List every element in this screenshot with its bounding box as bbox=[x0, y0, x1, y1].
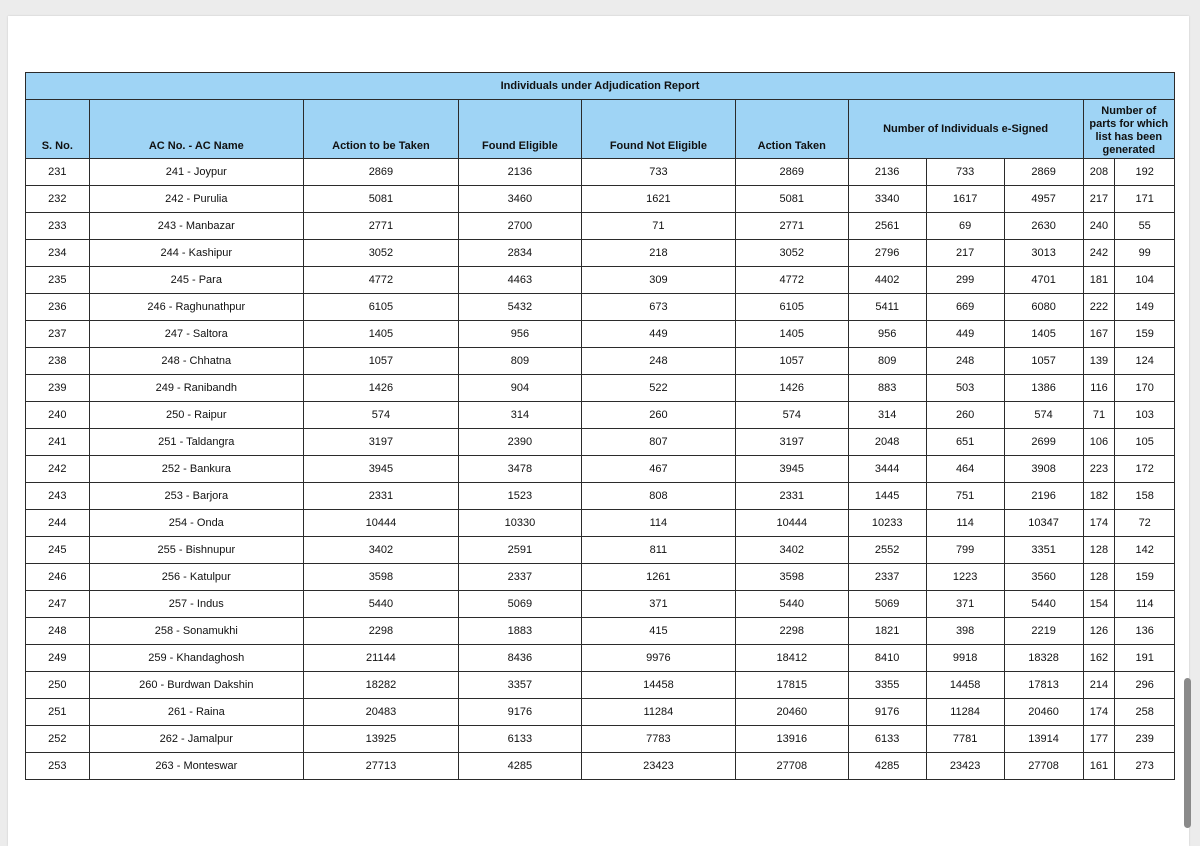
cell-action-taken: 27708 bbox=[735, 753, 848, 780]
table-row bbox=[26, 726, 1175, 753]
cell-found-eligible: 2136 bbox=[458, 159, 581, 186]
cell-parts-2: 273 bbox=[1115, 753, 1175, 780]
cell-sno: 232 bbox=[26, 186, 90, 213]
cell-ac: 261 - Raina bbox=[89, 699, 303, 726]
cell-parts-1: 126 bbox=[1083, 618, 1115, 645]
cell-action-taken: 3945 bbox=[735, 456, 848, 483]
table-row bbox=[26, 537, 1175, 564]
table-row bbox=[26, 456, 1175, 483]
cell-esigned-3: 1057 bbox=[1004, 348, 1083, 375]
cell-action-to-be-taken: 2771 bbox=[303, 213, 458, 240]
cell-esigned-3: 10347 bbox=[1004, 510, 1083, 537]
cell-parts-1: 174 bbox=[1083, 699, 1115, 726]
cell-parts-2: 192 bbox=[1115, 159, 1175, 186]
cell-ac: 262 - Jamalpur bbox=[89, 726, 303, 753]
cell-action-taken: 3402 bbox=[735, 537, 848, 564]
cell-ac: 257 - Indus bbox=[89, 591, 303, 618]
cell-found-not-eligible: 808 bbox=[581, 483, 735, 510]
cell-found-not-eligible: 114 bbox=[581, 510, 735, 537]
cell-parts-2: 103 bbox=[1115, 402, 1175, 429]
cell-esigned-2: 217 bbox=[926, 240, 1004, 267]
cell-esigned-2: 1223 bbox=[926, 564, 1004, 591]
cell-esigned-1: 4285 bbox=[848, 753, 926, 780]
header-ac: AC No. - AC Name bbox=[89, 100, 303, 159]
cell-parts-1: 217 bbox=[1083, 186, 1115, 213]
cell-action-taken: 2869 bbox=[735, 159, 848, 186]
cell-esigned-3: 18328 bbox=[1004, 645, 1083, 672]
cell-action-to-be-taken: 5440 bbox=[303, 591, 458, 618]
cell-found-eligible: 4463 bbox=[458, 267, 581, 294]
cell-found-not-eligible: 309 bbox=[581, 267, 735, 294]
cell-action-taken: 1405 bbox=[735, 321, 848, 348]
cell-esigned-2: 248 bbox=[926, 348, 1004, 375]
cell-parts-1: 139 bbox=[1083, 348, 1115, 375]
cell-action-taken: 1426 bbox=[735, 375, 848, 402]
cell-esigned-1: 3355 bbox=[848, 672, 926, 699]
cell-parts-2: 239 bbox=[1115, 726, 1175, 753]
cell-found-eligible: 5069 bbox=[458, 591, 581, 618]
cell-found-eligible: 2700 bbox=[458, 213, 581, 240]
cell-parts-2: 104 bbox=[1115, 267, 1175, 294]
cell-ac: 250 - Raipur bbox=[89, 402, 303, 429]
cell-esigned-1: 5411 bbox=[848, 294, 926, 321]
cell-found-not-eligible: 415 bbox=[581, 618, 735, 645]
cell-esigned-2: 669 bbox=[926, 294, 1004, 321]
cell-sno: 245 bbox=[26, 537, 90, 564]
table-row bbox=[26, 267, 1175, 294]
cell-sno: 253 bbox=[26, 753, 90, 780]
cell-esigned-2: 114 bbox=[926, 510, 1004, 537]
cell-found-eligible: 3357 bbox=[458, 672, 581, 699]
cell-sno: 249 bbox=[26, 645, 90, 672]
cell-ac: 243 - Manbazar bbox=[89, 213, 303, 240]
cell-parts-1: 71 bbox=[1083, 402, 1115, 429]
cell-esigned-2: 11284 bbox=[926, 699, 1004, 726]
cell-found-not-eligible: 14458 bbox=[581, 672, 735, 699]
cell-found-eligible: 1883 bbox=[458, 618, 581, 645]
cell-action-to-be-taken: 2298 bbox=[303, 618, 458, 645]
cell-found-not-eligible: 218 bbox=[581, 240, 735, 267]
cell-action-taken: 20460 bbox=[735, 699, 848, 726]
cell-action-to-be-taken: 3945 bbox=[303, 456, 458, 483]
table-row bbox=[26, 510, 1175, 537]
table-row bbox=[26, 240, 1175, 267]
cell-sno: 240 bbox=[26, 402, 90, 429]
cell-esigned-1: 314 bbox=[848, 402, 926, 429]
cell-parts-2: 149 bbox=[1115, 294, 1175, 321]
cell-ac: 256 - Katulpur bbox=[89, 564, 303, 591]
cell-action-taken: 10444 bbox=[735, 510, 848, 537]
cell-found-not-eligible: 733 bbox=[581, 159, 735, 186]
cell-parts-2: 170 bbox=[1115, 375, 1175, 402]
table-row bbox=[26, 402, 1175, 429]
cell-parts-1: 240 bbox=[1083, 213, 1115, 240]
cell-action-to-be-taken: 27713 bbox=[303, 753, 458, 780]
cell-parts-2: 105 bbox=[1115, 429, 1175, 456]
header-found-eligible: Found Eligible bbox=[458, 100, 581, 159]
cell-esigned-3: 2699 bbox=[1004, 429, 1083, 456]
cell-esigned-3: 2630 bbox=[1004, 213, 1083, 240]
cell-found-eligible: 8436 bbox=[458, 645, 581, 672]
cell-found-not-eligible: 248 bbox=[581, 348, 735, 375]
cell-found-eligible: 4285 bbox=[458, 753, 581, 780]
cell-sno: 252 bbox=[26, 726, 90, 753]
cell-action-to-be-taken: 6105 bbox=[303, 294, 458, 321]
cell-parts-1: 128 bbox=[1083, 537, 1115, 564]
cell-action-to-be-taken: 3402 bbox=[303, 537, 458, 564]
table-row bbox=[26, 483, 1175, 510]
cell-ac: 252 - Bankura bbox=[89, 456, 303, 483]
cell-esigned-1: 809 bbox=[848, 348, 926, 375]
cell-found-eligible: 5432 bbox=[458, 294, 581, 321]
cell-found-not-eligible: 9976 bbox=[581, 645, 735, 672]
cell-found-eligible: 6133 bbox=[458, 726, 581, 753]
cell-parts-2: 72 bbox=[1115, 510, 1175, 537]
scrollbar-thumb[interactable] bbox=[1184, 678, 1191, 828]
cell-esigned-1: 956 bbox=[848, 321, 926, 348]
header-action-taken: Action Taken bbox=[735, 100, 848, 159]
cell-esigned-2: 69 bbox=[926, 213, 1004, 240]
cell-parts-1: 242 bbox=[1083, 240, 1115, 267]
cell-sno: 241 bbox=[26, 429, 90, 456]
cell-esigned-2: 299 bbox=[926, 267, 1004, 294]
cell-parts-1: 181 bbox=[1083, 267, 1115, 294]
cell-found-not-eligible: 811 bbox=[581, 537, 735, 564]
cell-found-eligible: 956 bbox=[458, 321, 581, 348]
cell-esigned-3: 3351 bbox=[1004, 537, 1083, 564]
cell-esigned-3: 4701 bbox=[1004, 267, 1083, 294]
cell-ac: 260 - Burdwan Dakshin bbox=[89, 672, 303, 699]
cell-esigned-1: 883 bbox=[848, 375, 926, 402]
cell-found-not-eligible: 11284 bbox=[581, 699, 735, 726]
cell-ac: 251 - Taldangra bbox=[89, 429, 303, 456]
cell-esigned-1: 2337 bbox=[848, 564, 926, 591]
cell-action-taken: 17815 bbox=[735, 672, 848, 699]
cell-esigned-3: 2219 bbox=[1004, 618, 1083, 645]
cell-sno: 247 bbox=[26, 591, 90, 618]
cell-esigned-3: 3560 bbox=[1004, 564, 1083, 591]
cell-esigned-3: 3908 bbox=[1004, 456, 1083, 483]
cell-esigned-3: 17813 bbox=[1004, 672, 1083, 699]
cell-parts-2: 296 bbox=[1115, 672, 1175, 699]
table-row bbox=[26, 321, 1175, 348]
cell-esigned-1: 2048 bbox=[848, 429, 926, 456]
cell-ac: 253 - Barjora bbox=[89, 483, 303, 510]
cell-parts-2: 114 bbox=[1115, 591, 1175, 618]
header-parts: Number of parts for which list has been generated bbox=[1083, 100, 1174, 159]
cell-esigned-1: 2136 bbox=[848, 159, 926, 186]
cell-found-eligible: 2390 bbox=[458, 429, 581, 456]
cell-parts-2: 159 bbox=[1115, 321, 1175, 348]
table-row bbox=[26, 159, 1175, 186]
cell-action-to-be-taken: 1426 bbox=[303, 375, 458, 402]
cell-parts-1: 128 bbox=[1083, 564, 1115, 591]
cell-found-eligible: 9176 bbox=[458, 699, 581, 726]
cell-found-eligible: 809 bbox=[458, 348, 581, 375]
cell-esigned-1: 8410 bbox=[848, 645, 926, 672]
cell-esigned-2: 7781 bbox=[926, 726, 1004, 753]
cell-esigned-3: 574 bbox=[1004, 402, 1083, 429]
cell-esigned-1: 2796 bbox=[848, 240, 926, 267]
cell-sno: 243 bbox=[26, 483, 90, 510]
cell-esigned-1: 3340 bbox=[848, 186, 926, 213]
table-row bbox=[26, 429, 1175, 456]
cell-esigned-1: 3444 bbox=[848, 456, 926, 483]
header-esigned: Number of Individuals e-Signed bbox=[848, 100, 1083, 159]
cell-parts-1: 182 bbox=[1083, 483, 1115, 510]
cell-action-to-be-taken: 3598 bbox=[303, 564, 458, 591]
cell-sno: 236 bbox=[26, 294, 90, 321]
table-row bbox=[26, 564, 1175, 591]
cell-esigned-1: 1445 bbox=[848, 483, 926, 510]
cell-action-to-be-taken: 2869 bbox=[303, 159, 458, 186]
cell-esigned-3: 3013 bbox=[1004, 240, 1083, 267]
cell-action-taken: 1057 bbox=[735, 348, 848, 375]
cell-esigned-2: 9918 bbox=[926, 645, 1004, 672]
cell-found-not-eligible: 71 bbox=[581, 213, 735, 240]
cell-sno: 246 bbox=[26, 564, 90, 591]
cell-esigned-3: 4957 bbox=[1004, 186, 1083, 213]
cell-action-to-be-taken: 1405 bbox=[303, 321, 458, 348]
cell-parts-2: 142 bbox=[1115, 537, 1175, 564]
table-row bbox=[26, 618, 1175, 645]
cell-esigned-2: 1617 bbox=[926, 186, 1004, 213]
cell-action-to-be-taken: 13925 bbox=[303, 726, 458, 753]
cell-sno: 234 bbox=[26, 240, 90, 267]
cell-parts-1: 106 bbox=[1083, 429, 1115, 456]
cell-action-to-be-taken: 574 bbox=[303, 402, 458, 429]
table-row bbox=[26, 753, 1175, 780]
cell-esigned-2: 14458 bbox=[926, 672, 1004, 699]
cell-esigned-1: 5069 bbox=[848, 591, 926, 618]
cell-sno: 231 bbox=[26, 159, 90, 186]
cell-esigned-2: 449 bbox=[926, 321, 1004, 348]
cell-esigned-2: 398 bbox=[926, 618, 1004, 645]
table-row bbox=[26, 213, 1175, 240]
cell-esigned-2: 464 bbox=[926, 456, 1004, 483]
table-row bbox=[26, 294, 1175, 321]
cell-parts-1: 162 bbox=[1083, 645, 1115, 672]
cell-ac: 248 - Chhatna bbox=[89, 348, 303, 375]
cell-action-taken: 3197 bbox=[735, 429, 848, 456]
cell-esigned-1: 2552 bbox=[848, 537, 926, 564]
cell-parts-2: 258 bbox=[1115, 699, 1175, 726]
table-row bbox=[26, 672, 1175, 699]
cell-found-not-eligible: 1261 bbox=[581, 564, 735, 591]
cell-found-eligible: 314 bbox=[458, 402, 581, 429]
cell-parts-2: 191 bbox=[1115, 645, 1175, 672]
cell-parts-1: 223 bbox=[1083, 456, 1115, 483]
cell-action-taken: 18412 bbox=[735, 645, 848, 672]
cell-esigned-3: 27708 bbox=[1004, 753, 1083, 780]
cell-parts-1: 161 bbox=[1083, 753, 1115, 780]
cell-esigned-3: 1405 bbox=[1004, 321, 1083, 348]
cell-sno: 238 bbox=[26, 348, 90, 375]
cell-action-taken: 2771 bbox=[735, 213, 848, 240]
cell-esigned-1: 4402 bbox=[848, 267, 926, 294]
cell-ac: 246 - Raghunathpur bbox=[89, 294, 303, 321]
cell-action-to-be-taken: 18282 bbox=[303, 672, 458, 699]
cell-found-not-eligible: 260 bbox=[581, 402, 735, 429]
cell-esigned-3: 2196 bbox=[1004, 483, 1083, 510]
table-row bbox=[26, 375, 1175, 402]
cell-parts-1: 167 bbox=[1083, 321, 1115, 348]
cell-action-to-be-taken: 3197 bbox=[303, 429, 458, 456]
cell-sno: 251 bbox=[26, 699, 90, 726]
cell-action-to-be-taken: 2331 bbox=[303, 483, 458, 510]
cell-parts-1: 116 bbox=[1083, 375, 1115, 402]
cell-found-not-eligible: 449 bbox=[581, 321, 735, 348]
cell-esigned-1: 6133 bbox=[848, 726, 926, 753]
cell-parts-1: 154 bbox=[1083, 591, 1115, 618]
cell-found-eligible: 10330 bbox=[458, 510, 581, 537]
cell-esigned-3: 1386 bbox=[1004, 375, 1083, 402]
cell-parts-1: 177 bbox=[1083, 726, 1115, 753]
cell-found-not-eligible: 371 bbox=[581, 591, 735, 618]
cell-parts-1: 214 bbox=[1083, 672, 1115, 699]
header-found-not-eligible: Found Not Eligible bbox=[581, 100, 735, 159]
cell-found-eligible: 3460 bbox=[458, 186, 581, 213]
cell-ac: 245 - Para bbox=[89, 267, 303, 294]
cell-found-not-eligible: 1621 bbox=[581, 186, 735, 213]
cell-found-eligible: 904 bbox=[458, 375, 581, 402]
cell-ac: 249 - Ranibandh bbox=[89, 375, 303, 402]
header-sno: S. No. bbox=[26, 100, 90, 159]
cell-ac: 258 - Sonamukhi bbox=[89, 618, 303, 645]
cell-found-not-eligible: 522 bbox=[581, 375, 735, 402]
table-row bbox=[26, 186, 1175, 213]
cell-sno: 235 bbox=[26, 267, 90, 294]
cell-esigned-1: 10233 bbox=[848, 510, 926, 537]
cell-found-not-eligible: 23423 bbox=[581, 753, 735, 780]
cell-found-eligible: 3478 bbox=[458, 456, 581, 483]
cell-parts-1: 174 bbox=[1083, 510, 1115, 537]
cell-action-taken: 3598 bbox=[735, 564, 848, 591]
cell-ac: 255 - Bishnupur bbox=[89, 537, 303, 564]
cell-action-taken: 2331 bbox=[735, 483, 848, 510]
cell-esigned-2: 799 bbox=[926, 537, 1004, 564]
cell-action-taken: 5081 bbox=[735, 186, 848, 213]
cell-found-eligible: 2337 bbox=[458, 564, 581, 591]
cell-parts-2: 171 bbox=[1115, 186, 1175, 213]
cell-parts-1: 208 bbox=[1083, 159, 1115, 186]
cell-ac: 263 - Monteswar bbox=[89, 753, 303, 780]
cell-ac: 247 - Saltora bbox=[89, 321, 303, 348]
cell-parts-2: 124 bbox=[1115, 348, 1175, 375]
cell-esigned-2: 260 bbox=[926, 402, 1004, 429]
cell-sno: 233 bbox=[26, 213, 90, 240]
cell-action-taken: 5440 bbox=[735, 591, 848, 618]
cell-ac: 259 - Khandaghosh bbox=[89, 645, 303, 672]
cell-found-eligible: 1523 bbox=[458, 483, 581, 510]
cell-action-taken: 13916 bbox=[735, 726, 848, 753]
cell-ac: 242 - Purulia bbox=[89, 186, 303, 213]
cell-esigned-1: 1821 bbox=[848, 618, 926, 645]
cell-sno: 237 bbox=[26, 321, 90, 348]
cell-parts-2: 159 bbox=[1115, 564, 1175, 591]
report-body bbox=[26, 159, 1175, 780]
cell-found-not-eligible: 673 bbox=[581, 294, 735, 321]
cell-found-eligible: 2834 bbox=[458, 240, 581, 267]
cell-action-taken: 2298 bbox=[735, 618, 848, 645]
cell-action-to-be-taken: 4772 bbox=[303, 267, 458, 294]
cell-found-eligible: 2591 bbox=[458, 537, 581, 564]
cell-esigned-3: 2869 bbox=[1004, 159, 1083, 186]
cell-found-not-eligible: 467 bbox=[581, 456, 735, 483]
cell-parts-2: 55 bbox=[1115, 213, 1175, 240]
cell-esigned-2: 733 bbox=[926, 159, 1004, 186]
cell-parts-2: 136 bbox=[1115, 618, 1175, 645]
cell-ac: 244 - Kashipur bbox=[89, 240, 303, 267]
cell-action-to-be-taken: 5081 bbox=[303, 186, 458, 213]
report-title: Individuals under Adjudication Report bbox=[26, 73, 1175, 100]
cell-sno: 242 bbox=[26, 456, 90, 483]
table-row bbox=[26, 348, 1175, 375]
cell-ac: 241 - Joypur bbox=[89, 159, 303, 186]
table-row bbox=[26, 591, 1175, 618]
cell-parts-2: 172 bbox=[1115, 456, 1175, 483]
cell-esigned-1: 2561 bbox=[848, 213, 926, 240]
header-action-to-be-taken: Action to be Taken bbox=[303, 100, 458, 159]
cell-parts-2: 99 bbox=[1115, 240, 1175, 267]
cell-parts-2: 158 bbox=[1115, 483, 1175, 510]
cell-action-to-be-taken: 21144 bbox=[303, 645, 458, 672]
cell-parts-1: 222 bbox=[1083, 294, 1115, 321]
table-row bbox=[26, 645, 1175, 672]
cell-action-taken: 574 bbox=[735, 402, 848, 429]
cell-sno: 244 bbox=[26, 510, 90, 537]
cell-esigned-1: 9176 bbox=[848, 699, 926, 726]
cell-found-not-eligible: 807 bbox=[581, 429, 735, 456]
adjudication-report-table bbox=[25, 72, 1175, 780]
cell-action-taken: 6105 bbox=[735, 294, 848, 321]
cell-sno: 239 bbox=[26, 375, 90, 402]
cell-esigned-2: 503 bbox=[926, 375, 1004, 402]
cell-esigned-3: 6080 bbox=[1004, 294, 1083, 321]
cell-ac: 254 - Onda bbox=[89, 510, 303, 537]
cell-esigned-3: 13914 bbox=[1004, 726, 1083, 753]
cell-esigned-3: 20460 bbox=[1004, 699, 1083, 726]
cell-found-not-eligible: 7783 bbox=[581, 726, 735, 753]
cell-esigned-2: 371 bbox=[926, 591, 1004, 618]
cell-sno: 250 bbox=[26, 672, 90, 699]
cell-esigned-2: 651 bbox=[926, 429, 1004, 456]
cell-esigned-2: 23423 bbox=[926, 753, 1004, 780]
cell-action-to-be-taken: 1057 bbox=[303, 348, 458, 375]
cell-action-taken: 4772 bbox=[735, 267, 848, 294]
cell-esigned-3: 5440 bbox=[1004, 591, 1083, 618]
cell-action-to-be-taken: 3052 bbox=[303, 240, 458, 267]
cell-esigned-2: 751 bbox=[926, 483, 1004, 510]
table-row bbox=[26, 699, 1175, 726]
cell-action-to-be-taken: 10444 bbox=[303, 510, 458, 537]
cell-action-to-be-taken: 20483 bbox=[303, 699, 458, 726]
cell-sno: 248 bbox=[26, 618, 90, 645]
cell-action-taken: 3052 bbox=[735, 240, 848, 267]
